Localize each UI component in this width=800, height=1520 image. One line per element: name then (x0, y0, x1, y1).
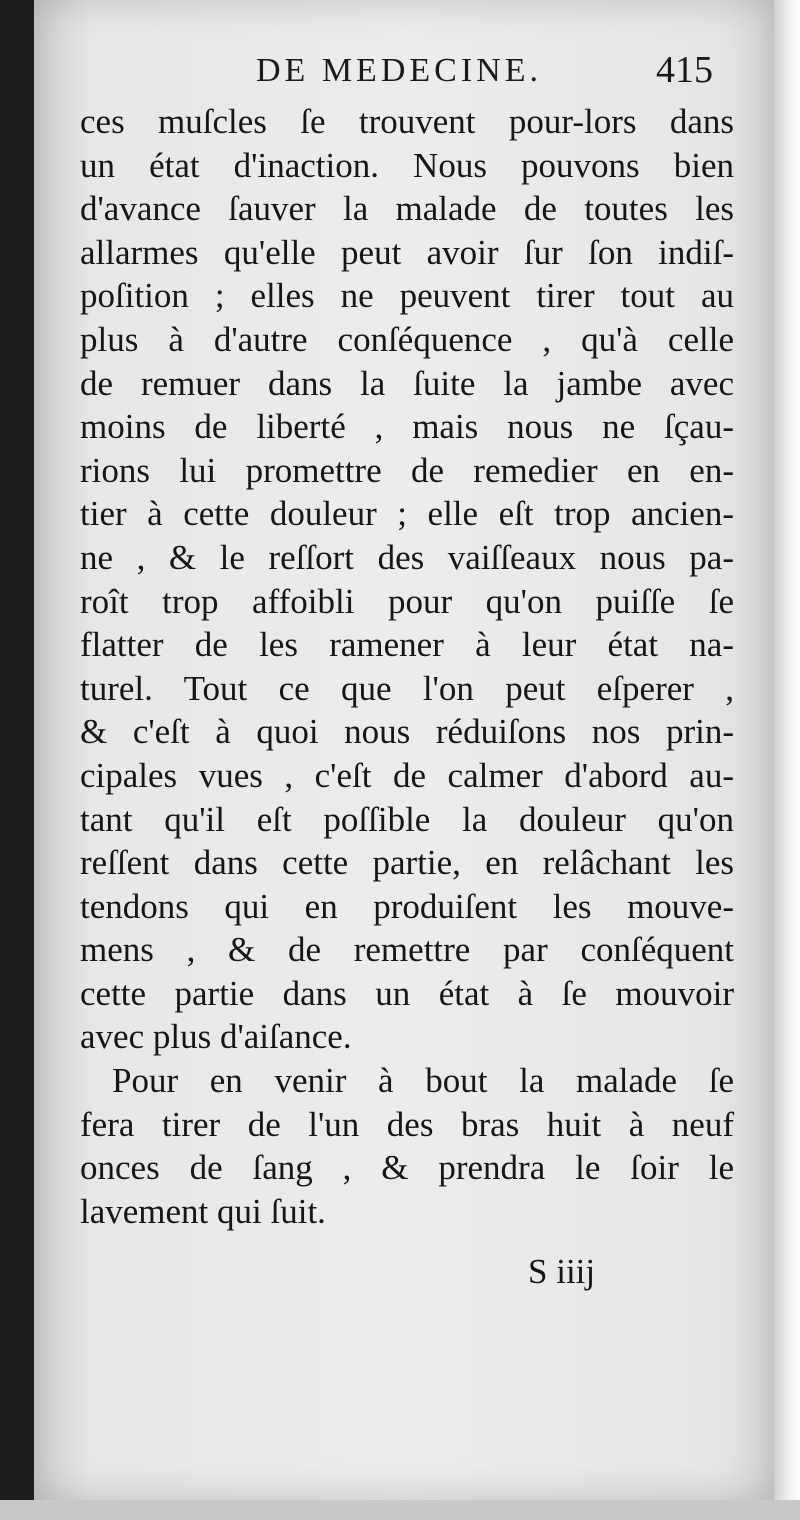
text-line: ne , & le reſſort des vaiſſeaux nous pa- (80, 537, 734, 577)
text-line: allarmes qu'elle peut avoir ſur ſon indiſ- (80, 232, 734, 272)
text-line: turel. Tout ce que l'on peut eſperer , (80, 668, 734, 708)
paragraph-1 (80, 100, 734, 1059)
text-line: un état d'inaction. Nous pouvons bien (80, 145, 734, 185)
text-line: rions lui promettre de remedier en en- (80, 450, 734, 490)
page-number: 415 (656, 49, 713, 91)
page-edge-bottom (0, 1500, 800, 1520)
text-line: lavement qui ſuit. (80, 1191, 326, 1231)
body-text (80, 100, 734, 1233)
text-line: onces de ſang , & prendra le ſoir le (80, 1148, 734, 1188)
paragraph-2 (80, 1059, 734, 1233)
text-line: tant qu'il eſt poſſible la douleur qu'on (80, 799, 734, 839)
text-line: ces muſcles ſe trouvent pour-lors dans (80, 102, 734, 141)
text-line: moins de liberté , mais nous ne ſçau- (80, 407, 734, 447)
text-line: mens , & de remettre par conſéquent (80, 930, 734, 970)
text-line: reſſent dans cette partie, en relâchant les (80, 843, 734, 883)
text-line: d'avance ſauver la malade de toutes les (80, 189, 734, 229)
text-line: roît trop affoibli pour qu'on puiſſe ſe (80, 581, 734, 621)
signature-mark: S iiij (528, 1252, 596, 1291)
text-line: & c'eſt à quoi nous réduiſons nos prin- (80, 712, 734, 752)
text-line: poſition ; elles ne peuvent tirer tout au (80, 276, 734, 316)
text-line: avec plus d'aiſance. (80, 1017, 352, 1057)
text-line: cipales vues , c'eſt de calmer d'abord au- (80, 755, 734, 795)
page-edge-right (774, 0, 800, 1520)
text-line: flatter de les ramener à leur état na- (80, 625, 734, 665)
book-page (34, 0, 774, 1500)
text-line: fera tirer de l'un des bras huit à neuf (80, 1104, 734, 1144)
text-line: Pour en venir à bout la malade ſe (112, 1061, 734, 1101)
text-line: tier à cette douleur ; elle eſt trop ancien- (80, 494, 734, 534)
running-title: DE MEDECINE. (256, 52, 542, 89)
text-line: plus à d'autre conſéquence , qu'à celle (80, 319, 734, 359)
text-line: tendons qui en produiſent les mouve- (80, 886, 734, 926)
text-line: cette partie dans un état à ſe mouvoir (80, 973, 734, 1013)
page-header (34, 46, 774, 96)
text-line: de remuer dans la ſuite la jambe avec (80, 363, 734, 403)
